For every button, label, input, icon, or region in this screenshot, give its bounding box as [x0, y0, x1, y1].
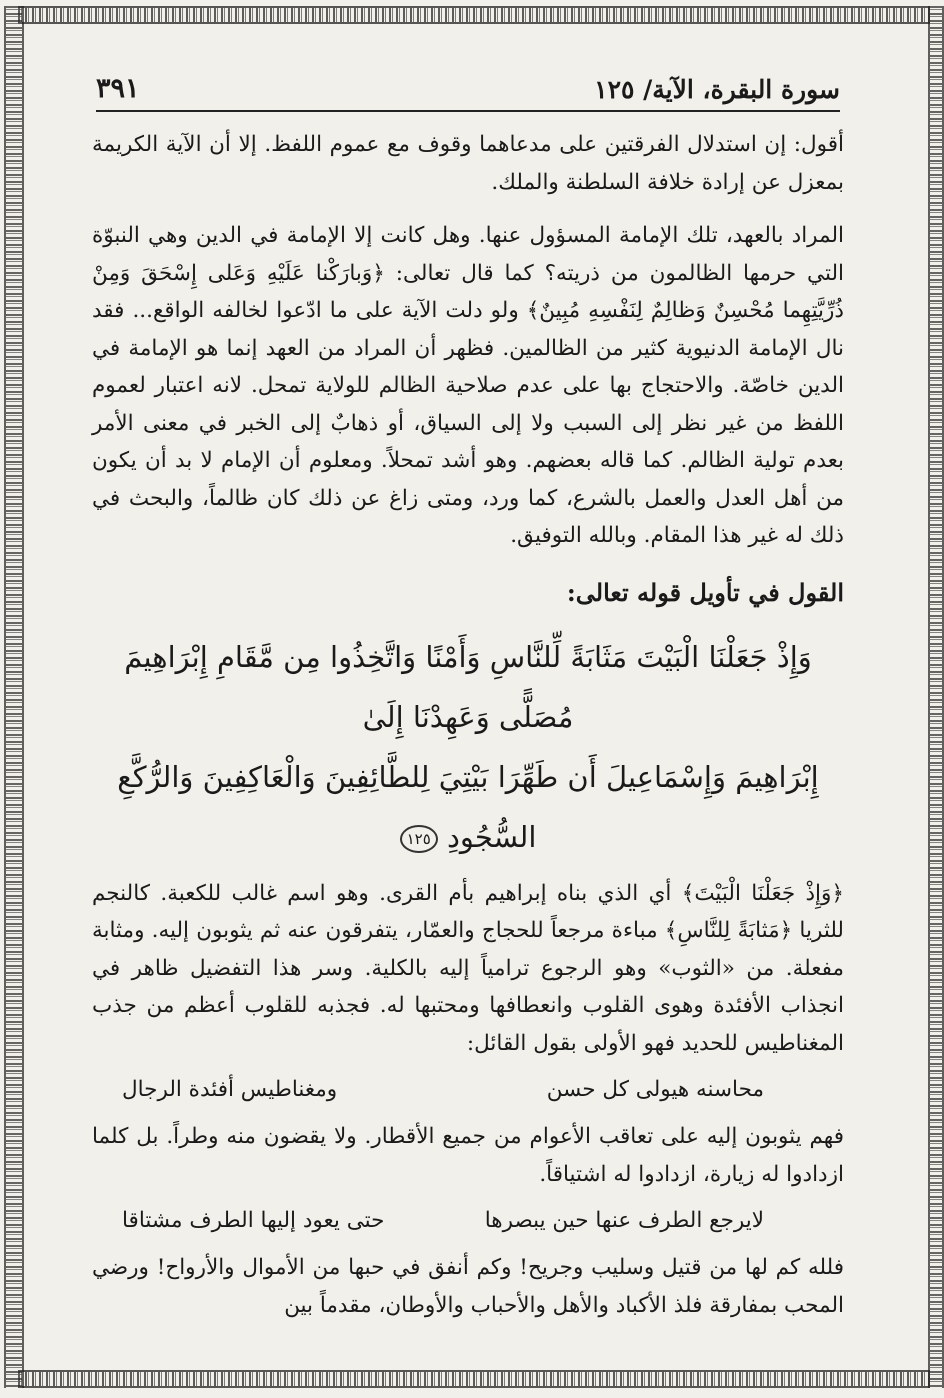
- running-title: سورة البقرة، الآية/ ١٢٥: [594, 75, 840, 104]
- ornamental-border-right: [928, 6, 944, 1388]
- verse-2-hemistich-2: حتى يعود إليها الطرف مشتاقا: [122, 1208, 385, 1233]
- ornamental-border-top: [18, 6, 930, 24]
- paragraph-2: المراد بالعهد، تلك الإمامة المسؤول عنها. وهل كانت إلا الإمامة في الدين وهي النبوّة التي حرمها الظالمون من ذريته؟ كما قال تعالى: ﴿وَبارَكْنا عَلَيْهِ وَعَلى إِسْحَقَ وَمِنْ ذُرِّيَّتِهِما مُحْسِنٌ وَظالِمٌ لِنَفْسِهِ مُبِينٌ﴾ ولو دلت الآية على ما ادّعوا لخالفه الواقع... فقد نال الإمامة الدنيوية كثير من الظالمين. فظهر أن المراد من العهد إنما هو الإمامة في الدين خاصّة. والاحتجاج بها على عدم صلاحية الظالم للولاية تمحل. لانه اعتبار لعموم اللفظ من غير نظر إلى السبب ولا إلى السياق، أو ذهابٌ إلى الخبر في معنى الأمر بعدم تولية الظالم. كما قاله بعضهم. وهو أشد تمحلاً. ومعلوم أن الإمام لا بد أن يكون من أهل العدل والعمل بالشرع، كما ورد، ومتى زاغ عن ذلك كان ظالماً، والبحث في ذلك له غير هذا المقام. وبالله التوفيق.: [92, 223, 844, 548]
- paragraph-1: أقول: إن استدلال الفرقتين على مدعاهما وقوف مع عموم اللفظ. إلا أن الآية الكريمة بمعزل عن إرادة خلافة السلطنة والملك.: [92, 132, 844, 195]
- verse-2-hemistich-1: لايرجع الطرف عنها حين يبصرها: [484, 1208, 764, 1233]
- paragraph-3: ﴿وَإِذْ جَعَلْنَا الْبَيْتَ﴾ أي الذي بناه إبراهيم بأم القرى. وهو اسم غالب للكعبة. كالنجم للثريا ﴿مَثابَةً لِلنَّاسِ﴾ مباءة مرجعاً للحجاج والعمّار، يتفرقون عنه ثم يثوبون إليه. ومثابة مفعلة. من «الثوب» وهو الرجوع ترامياً إليه بالكلية. وسر هذا التفضيل ظاهر في انجذاب الأفئدة وهوى القلوب وانعطافها ومحتبها له. فجذبه للقلوب أعظم من جذب المغناطيس للحديد فهو الأولى بقول القائل:: [92, 880, 844, 1056]
- page-body: [92, 126, 844, 1324]
- paragraph-4: فهم يثوبون إليه على تعاقب الأعوام من جميع الأقطار. ولا يقضون منه وطراً. بل كلما ازدادوا له زيارة، ازدادوا له اشتياقاً.: [92, 1124, 844, 1187]
- verse-1-hemistich-2: ومغناطيس أفئدة الرجال: [122, 1077, 338, 1102]
- ornamental-border-left: [4, 6, 24, 1388]
- ornamental-border-bottom: [18, 1370, 930, 1388]
- page-header: [96, 66, 840, 112]
- quran-line-2: [92, 747, 844, 867]
- quran-line-2-text: إِبْرَاهِيمَ وَإِسْمَاعِيلَ أَن طَهِّرَا بَيْتِيَ لِلطَّائِفِينَ وَالْعَاكِفِينَ وَالرُّكَّعِ السُّجُودِ: [117, 759, 819, 854]
- quran-verse-block: [92, 627, 844, 867]
- page-number: ٣٩١: [96, 73, 140, 104]
- section-heading: القول في تأويل قوله تعالى:: [566, 577, 844, 607]
- quran-line-1: وَإِذْ جَعَلْنَا الْبَيْتَ مَثَابَةً لِّلنَّاسِ وَأَمْنًا وَاتَّخِذُوا مِن مَّقَامِ إِبْرَاهِيمَ مُصَلًّى وَعَهِدْنَا إِلَىٰ: [124, 639, 812, 734]
- ayah-number-marker: ١٢٥: [400, 825, 438, 853]
- poetry-verse-1: [92, 1068, 844, 1112]
- paragraph-5: فلله كم لها من قتيل وسليب وجريح! وكم أنفق في حبها من الأموال والأرواح! ورضي المحب بمفارقة فلذ الأكباد والأهل والأحباب والأوطان، مقدماً بين: [92, 1255, 844, 1318]
- verse-1-hemistich-1: محاسنه هيولى كل حسن: [546, 1077, 764, 1102]
- poetry-verse-2: [92, 1199, 844, 1243]
